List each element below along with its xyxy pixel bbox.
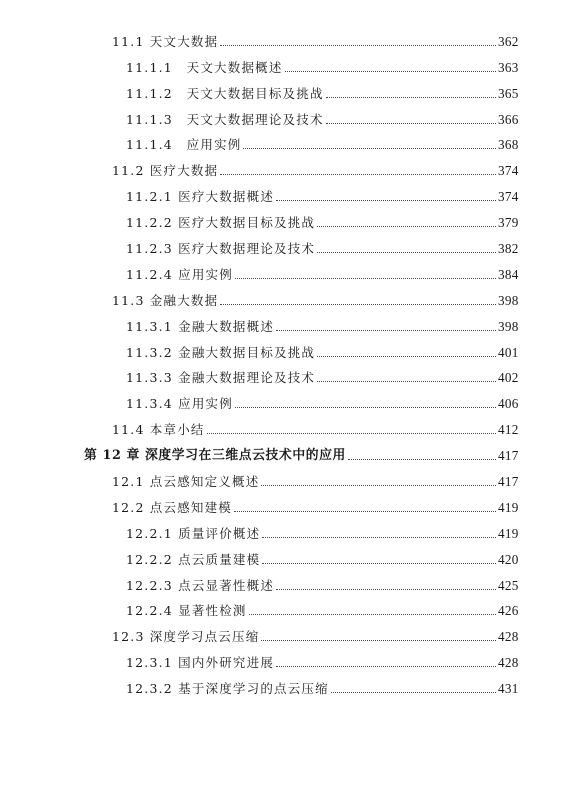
toc-page-number: 412 — [498, 422, 519, 438]
toc-page-number: 417 — [498, 448, 519, 464]
dot-leader — [276, 665, 496, 667]
dot-leader — [262, 562, 496, 564]
toc-page-number: 420 — [498, 551, 519, 567]
toc-subsection-entry — [0, 338, 580, 364]
toc-page-number: 398 — [498, 292, 519, 308]
toc-page-number: 374 — [498, 189, 519, 205]
dot-leader — [262, 536, 496, 538]
toc-subsection-entry — [0, 105, 580, 131]
toc-entry-title: 12.2 点云感知建模 — [112, 499, 233, 515]
toc-entry-title: 第 12 章 深度学习在三维点云技术中的应用 — [84, 448, 346, 464]
toc-subsection-entry — [0, 571, 580, 597]
toc-entry-title: 11.2.2 医疗大数据目标及挑战 — [126, 215, 316, 231]
dot-leader — [326, 122, 496, 124]
dot-leader — [285, 70, 496, 72]
toc-entry-title: 12.1 点云感知定义概述 — [112, 474, 260, 490]
toc-section-entry — [0, 156, 580, 182]
toc-page-number: 406 — [498, 396, 519, 412]
toc-entry-title: 11.3.1 金融大数据概述 — [126, 318, 275, 334]
toc-page-number: 419 — [498, 499, 519, 515]
dot-leader — [326, 96, 496, 98]
toc-entry-title: 11.2 医疗大数据 — [112, 163, 219, 179]
toc-entry-title: 11.3.4 应用实例 — [126, 396, 233, 412]
toc-page-number: 384 — [498, 266, 519, 282]
toc-entry-title: 12.3.1 国内外研究进展 — [126, 655, 275, 671]
toc-page-number: 398 — [498, 318, 519, 334]
toc-page-number: 419 — [498, 525, 519, 541]
toc-entry-title: 11.2.3 医疗大数据理论及技术 — [126, 241, 316, 257]
dot-leader — [261, 484, 496, 486]
dot-leader — [220, 44, 496, 46]
dot-leader — [261, 639, 496, 641]
toc-section-entry — [0, 467, 580, 493]
dot-leader — [331, 691, 496, 693]
toc-entry-title: 11.4 本章小结 — [112, 422, 205, 438]
toc-entry-title: 12.2.4 显著性检测 — [126, 603, 247, 619]
toc-page-number: 368 — [498, 137, 519, 153]
dot-leader — [243, 147, 496, 149]
dot-leader — [235, 277, 496, 279]
dot-leader — [234, 510, 496, 512]
toc-entry-title: 11.1.4 应用实例 — [126, 137, 242, 153]
toc-entry-title: 12.2.3 点云显著性概述 — [126, 577, 275, 593]
toc-page-number: 374 — [498, 163, 519, 179]
dot-leader — [276, 329, 496, 331]
toc-section-entry — [0, 27, 580, 53]
toc-section-entry — [0, 415, 580, 441]
toc-page-number: 401 — [498, 344, 519, 360]
toc-page-number: 431 — [498, 681, 519, 697]
toc-page-number: 402 — [498, 370, 519, 386]
table-of-contents — [0, 27, 580, 700]
toc-entry-title: 12.2.1 质量评价概述 — [126, 525, 261, 541]
dot-leader — [276, 199, 496, 201]
toc-subsection-entry — [0, 674, 580, 700]
toc-page-number: 366 — [498, 111, 519, 127]
toc-subsection-entry — [0, 131, 580, 157]
toc-entry-title: 11.2.1 医疗大数据概述 — [126, 189, 275, 205]
toc-entry-title: 12.3.2 基于深度学习的点云压缩 — [126, 681, 329, 697]
dot-leader — [220, 303, 496, 305]
toc-subsection-entry — [0, 648, 580, 674]
toc-page-number: 428 — [498, 655, 519, 671]
toc-subsection-entry — [0, 545, 580, 571]
toc-section-entry — [0, 622, 580, 648]
toc-entry-title: 11.3.3 金融大数据理论及技术 — [126, 370, 316, 386]
toc-entry-title: 11.1 天文大数据 — [112, 33, 219, 49]
toc-subsection-entry — [0, 597, 580, 623]
toc-subsection-entry — [0, 389, 580, 415]
toc-page-number: 363 — [498, 59, 519, 75]
toc-page-number: 365 — [498, 85, 519, 101]
toc-page-number: 426 — [498, 603, 519, 619]
toc-entry-title: 11.2.4 应用实例 — [126, 266, 233, 282]
toc-subsection-entry — [0, 234, 580, 260]
toc-section-entry — [0, 286, 580, 312]
toc-entry-title: 11.1.2 天文大数据目标及挑战 — [126, 85, 324, 101]
toc-page-number: 425 — [498, 577, 519, 593]
dot-leader — [317, 380, 496, 382]
toc-subsection-entry — [0, 312, 580, 338]
toc-subsection-entry — [0, 260, 580, 286]
dot-leader — [249, 613, 496, 615]
dot-leader — [317, 225, 496, 227]
toc-entry-title: 11.3.2 金融大数据目标及挑战 — [126, 344, 316, 360]
toc-page-number: 382 — [498, 241, 519, 257]
toc-entry-title: 12.2.2 点云质量建模 — [126, 551, 261, 567]
toc-entry-title: 11.1.3 天文大数据理论及技术 — [126, 111, 324, 127]
dot-leader — [235, 406, 496, 408]
toc-section-entry — [0, 493, 580, 519]
toc-subsection-entry — [0, 79, 580, 105]
dot-leader — [276, 588, 496, 590]
dot-leader — [220, 173, 496, 175]
toc-page-number: 379 — [498, 215, 519, 231]
toc-entry-title: 12.3 深度学习点云压缩 — [112, 629, 260, 645]
toc-chapter-entry — [0, 441, 580, 467]
toc-entry-title: 11.3 金融大数据 — [112, 292, 219, 308]
dot-leader — [207, 432, 496, 434]
dot-leader — [317, 355, 496, 357]
toc-page-number: 362 — [498, 33, 519, 49]
toc-page-number: 428 — [498, 629, 519, 645]
toc-subsection-entry — [0, 208, 580, 234]
toc-subsection-entry — [0, 519, 580, 545]
toc-subsection-entry — [0, 364, 580, 390]
toc-page-number: 417 — [498, 474, 519, 490]
toc-subsection-entry — [0, 53, 580, 79]
dot-leader — [317, 251, 496, 253]
toc-subsection-entry — [0, 182, 580, 208]
dot-leader — [348, 458, 496, 460]
toc-entry-title: 11.1.1 天文大数据概述 — [126, 59, 283, 75]
